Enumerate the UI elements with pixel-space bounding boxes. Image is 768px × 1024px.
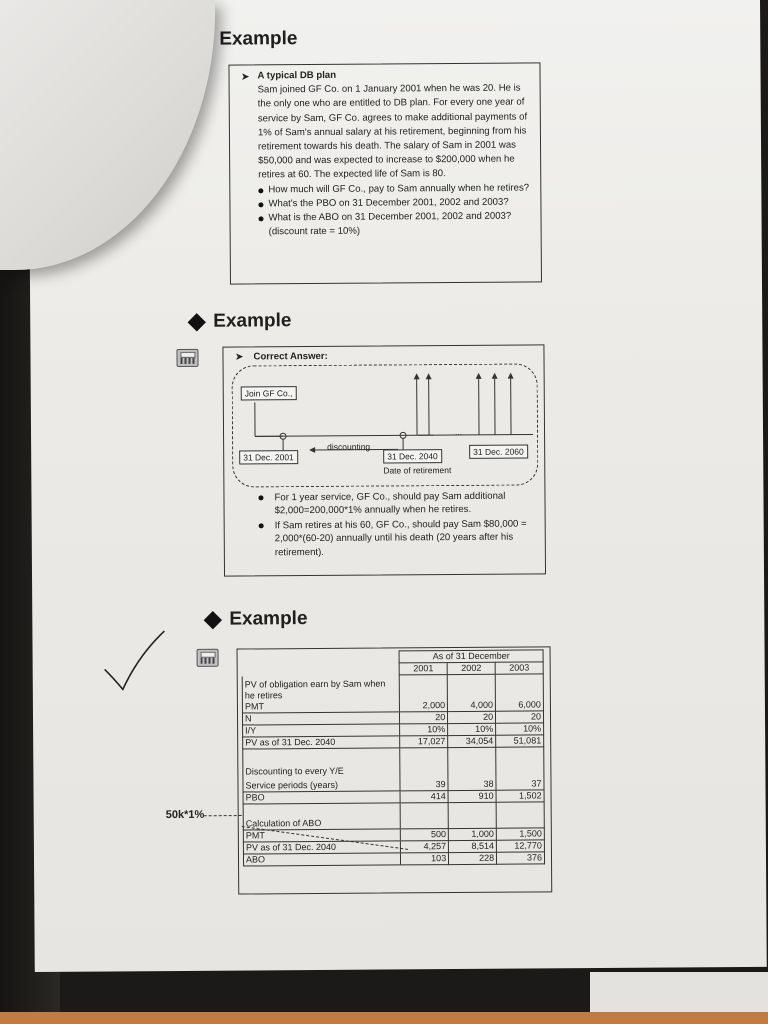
- list-item: What is the ABO on 31 December 2001, 2002 and 2003? (discount rate = 10%): [258, 210, 532, 240]
- timeline-diagram: [232, 363, 539, 487]
- annotation-label: 50k*1%: [165, 808, 205, 822]
- list-item: For 1 year service, GF Co., should pay Sam additional $2,000=200,000*1% annually when he retires.: [258, 489, 538, 518]
- table-row: PBO 414 910 1,502: [243, 790, 544, 804]
- retirement-caption: Date of retirement: [383, 465, 452, 476]
- group-title-row: [242, 674, 543, 701]
- section2-bullets: [258, 489, 538, 560]
- group1-title: PV of obligation earn by Sam when he retires: [242, 675, 399, 701]
- table-edge: [0, 1012, 768, 1024]
- ellipsis-label: ...: [454, 426, 463, 438]
- table-row: PV as of 31 Dec. 2040 4,257 8,514 12,770: [243, 839, 544, 853]
- section1-heading: Example: [196, 28, 297, 51]
- start-date-label: 31 Dec. 2001: [239, 450, 298, 464]
- table-row: PV as of 31 Dec. 2040 17,027 34,054 51,081: [243, 734, 544, 748]
- section1-box: [228, 62, 542, 284]
- section1-title: ➤ A typical DB plan: [257, 67, 531, 83]
- section1-paragraph: Sam joined GF Co. on 1 January 2001 when he was 20. He is the only one who are entitled to DB plan. For every one year of service by Sam, GF Co. agrees to make additional payments of 1% of Sam's annual salary at his retirement, beginning from his retirement towards his death. The salary of Sam in 2001 was $50,000 and was expected to increase to $200,000 when he retires at 60. The expected life of Sam is 80.: [257, 82, 528, 181]
- results-table-box: [237, 646, 553, 894]
- list-item: How much will GF Co., pay to Sam annually when he retires?: [258, 181, 532, 197]
- table-caption: As of 31 December: [399, 650, 543, 663]
- group2-title: Discounting to every Y/E: [243, 765, 400, 780]
- section2-box: [222, 344, 546, 576]
- section2-heading: Example: [190, 310, 291, 333]
- discount-arrow-head-icon: [309, 447, 315, 453]
- payment-arrow-heads-icon: [414, 373, 514, 380]
- section1-bullets: [258, 181, 532, 240]
- paper-card-corner: [590, 972, 768, 1014]
- table-row: Service periods (years) 39 38 37: [243, 778, 544, 792]
- retire-date-label: 31 Dec. 2040: [383, 449, 442, 463]
- discounting-label: discounting: [327, 441, 371, 452]
- table-row: PMT 500 1,000 1,500: [243, 827, 544, 841]
- table-row: I/Y 10% 10% 10%: [243, 722, 544, 736]
- section2-title: ➤ Correct Answer:: [253, 351, 327, 363]
- spacer-row: [243, 746, 544, 766]
- year-header: 2003: [495, 662, 543, 674]
- handwritten-checkmark-icon: [100, 625, 170, 695]
- year-header: 2002: [447, 662, 495, 674]
- table-row: ABO 103 228 376: [243, 851, 544, 865]
- list-item: What's the PBO on 31 December 2001, 2002 and 2003?: [258, 195, 532, 211]
- payment-arrows: [417, 377, 511, 436]
- section3-heading: Example: [206, 608, 307, 631]
- results-table: [242, 649, 545, 866]
- calculator-icon: [176, 349, 198, 367]
- group3-title: Calculation of ABO: [243, 817, 400, 830]
- list-item: If Sam retires at his 60, GF Co., should pay Sam $80,000 = 2,000*(60-20) annually until his death (20 years after his retirement).: [259, 517, 539, 559]
- year-header: 2001: [399, 663, 447, 675]
- calculator-icon: [197, 649, 219, 667]
- diamond-bullet-icon: [188, 313, 206, 331]
- end-date-label: 31 Dec. 2060: [469, 445, 528, 459]
- table-row: N 20 20 20: [242, 710, 543, 724]
- diamond-bullet-icon: [204, 611, 222, 629]
- join-label: Join GF Co.,: [241, 386, 297, 400]
- table-row: PMT 2,000 4,000 6,000: [242, 699, 543, 713]
- payment-axis: [418, 434, 533, 435]
